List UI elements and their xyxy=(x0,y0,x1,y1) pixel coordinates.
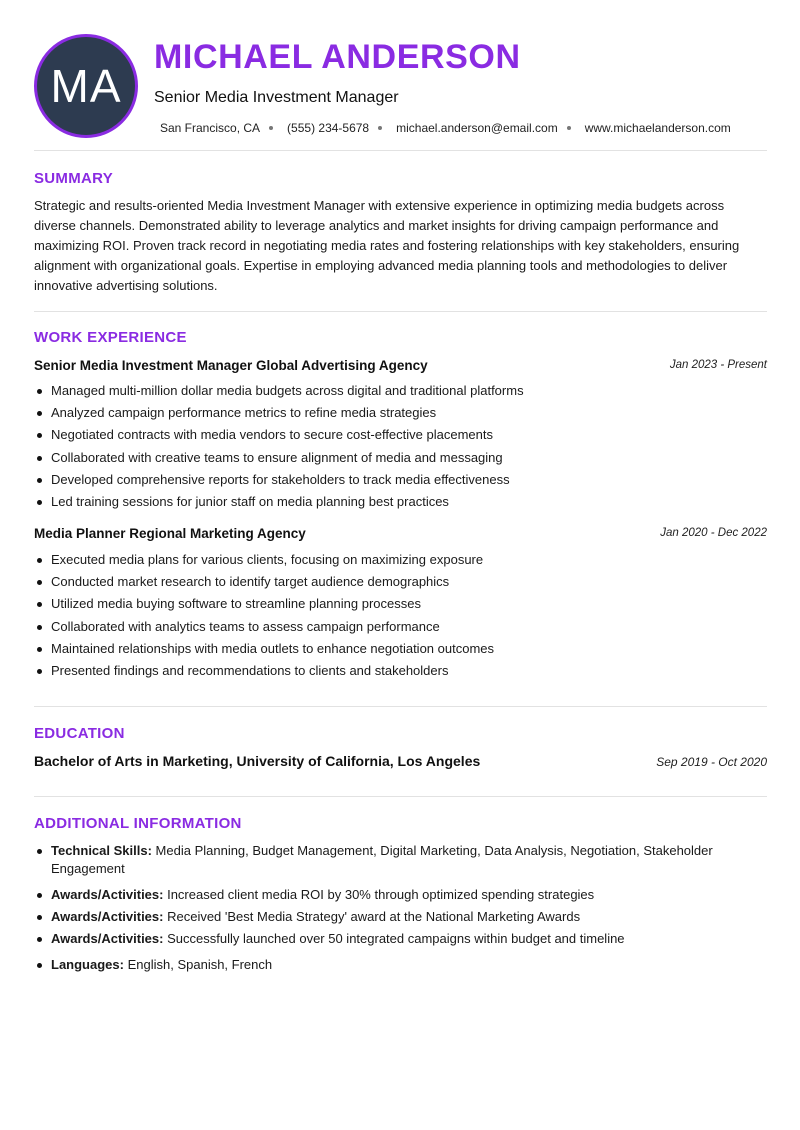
list-item xyxy=(34,956,767,974)
section-divider xyxy=(34,150,767,151)
info-value: Successfully launched over 50 integrated campaigns within budget and timeline xyxy=(167,931,625,946)
info-label: Awards/Activities: xyxy=(51,931,164,946)
avatar xyxy=(34,34,138,138)
education-degree: Bachelor of Arts in Marketing, University of California, Los Angeles xyxy=(34,753,481,769)
list-item: Maintained relationships with media outlets to enhance negotiation outcomes xyxy=(34,640,767,662)
info-value: Received 'Best Media Strategy' award at the National Marketing Awards xyxy=(167,909,581,924)
list-item: Developed comprehensive reports for stakeholders to track media effectiveness xyxy=(34,471,767,493)
info-value: Increased client media ROI by 30% through optimized spending strategies xyxy=(167,887,595,902)
experience-heading: WORK EXPERIENCE xyxy=(34,329,187,346)
job-dates: Jan 2023 - Present xyxy=(669,359,767,371)
education-dates: Sep 2019 - Oct 2020 xyxy=(656,755,767,769)
contact-phone: (555) 234-5678 xyxy=(287,121,370,135)
job-header xyxy=(34,358,767,376)
list-item: Collaborated with analytics teams to assess campaign performance xyxy=(34,618,767,640)
resume-header xyxy=(34,0,767,150)
list-item: Conducted market research to identify target audience demographics xyxy=(34,573,767,595)
education-entry xyxy=(34,753,767,773)
job-bullets xyxy=(34,382,767,515)
contact-line xyxy=(160,121,731,135)
contact-website[interactable]: www.michaelanderson.com xyxy=(584,121,731,135)
candidate-role: Senior Media Investment Manager xyxy=(154,89,399,106)
resume-page xyxy=(34,0,767,1130)
info-label: Awards/Activities: xyxy=(51,887,164,902)
list-item xyxy=(34,886,767,904)
candidate-name: MICHAEL ANDERSON xyxy=(154,38,521,76)
job-title: Senior Media Investment Manager Global Advertising Agency xyxy=(34,358,428,373)
list-item: Managed multi-million dollar media budgets across digital and traditional platforms xyxy=(34,382,767,404)
avatar-initials: MA xyxy=(50,60,122,112)
list-item: Led training sessions for junior staff on media planning best practices xyxy=(34,493,767,515)
list-item: Presented findings and recommendations to clients and stakeholders xyxy=(34,662,767,684)
summary-text: Strategic and results-oriented Media Investment Manager with extensive experience in optimizing media budgets across diverse channels. Demonstrated ability to leverage analytics and market insights for driving campaign performance and maximizing ROI. Proven track record in negotiating media rates and fostering relationships with key stakeholders, ensuring alignment with organizational goals. Expertise in employing advanced media planning tools and methodologies to deliver innovative advertising solutions. xyxy=(34,198,740,293)
list-item: Utilized media buying software to streamline planning processes xyxy=(34,595,767,617)
job-dates: Jan 2020 - Dec 2022 xyxy=(660,527,767,539)
job-title: Media Planner Regional Marketing Agency xyxy=(34,526,306,541)
info-value: Media Planning, Budget Management, Digital Marketing, Data Analysis, Negotiation, Stakeholder Engagement xyxy=(51,843,713,876)
list-item xyxy=(34,908,767,926)
contact-email[interactable]: michael.anderson@email.com xyxy=(396,121,558,135)
list-item: Collaborated with creative teams to ensure alignment of media and messaging xyxy=(34,449,767,471)
list-item xyxy=(34,842,767,878)
summary-heading: SUMMARY xyxy=(34,170,114,187)
info-label: Languages: xyxy=(51,957,124,972)
info-label: Awards/Activities: xyxy=(51,909,164,924)
section-divider xyxy=(34,706,767,707)
info-value: English, Spanish, French xyxy=(127,957,273,972)
list-item: Executed media plans for various clients, focusing on maximizing exposure xyxy=(34,551,767,573)
job-header xyxy=(34,526,767,544)
education-heading: EDUCATION xyxy=(34,725,125,742)
job-bullets xyxy=(34,551,767,684)
additional-list xyxy=(34,842,767,974)
additional-heading: ADDITIONAL INFORMATION xyxy=(34,815,242,832)
section-divider xyxy=(34,796,767,797)
contact-separator xyxy=(378,126,382,130)
info-label: Technical Skills: xyxy=(51,843,152,858)
contact-separator xyxy=(567,126,571,130)
list-item: Negotiated contracts with media vendors to secure cost-effective placements xyxy=(34,426,767,448)
contact-location: San Francisco, CA xyxy=(160,121,261,135)
list-item: Analyzed campaign performance metrics to refine media strategies xyxy=(34,404,767,426)
list-item xyxy=(34,930,767,948)
contact-separator xyxy=(269,126,273,130)
section-divider xyxy=(34,311,767,312)
